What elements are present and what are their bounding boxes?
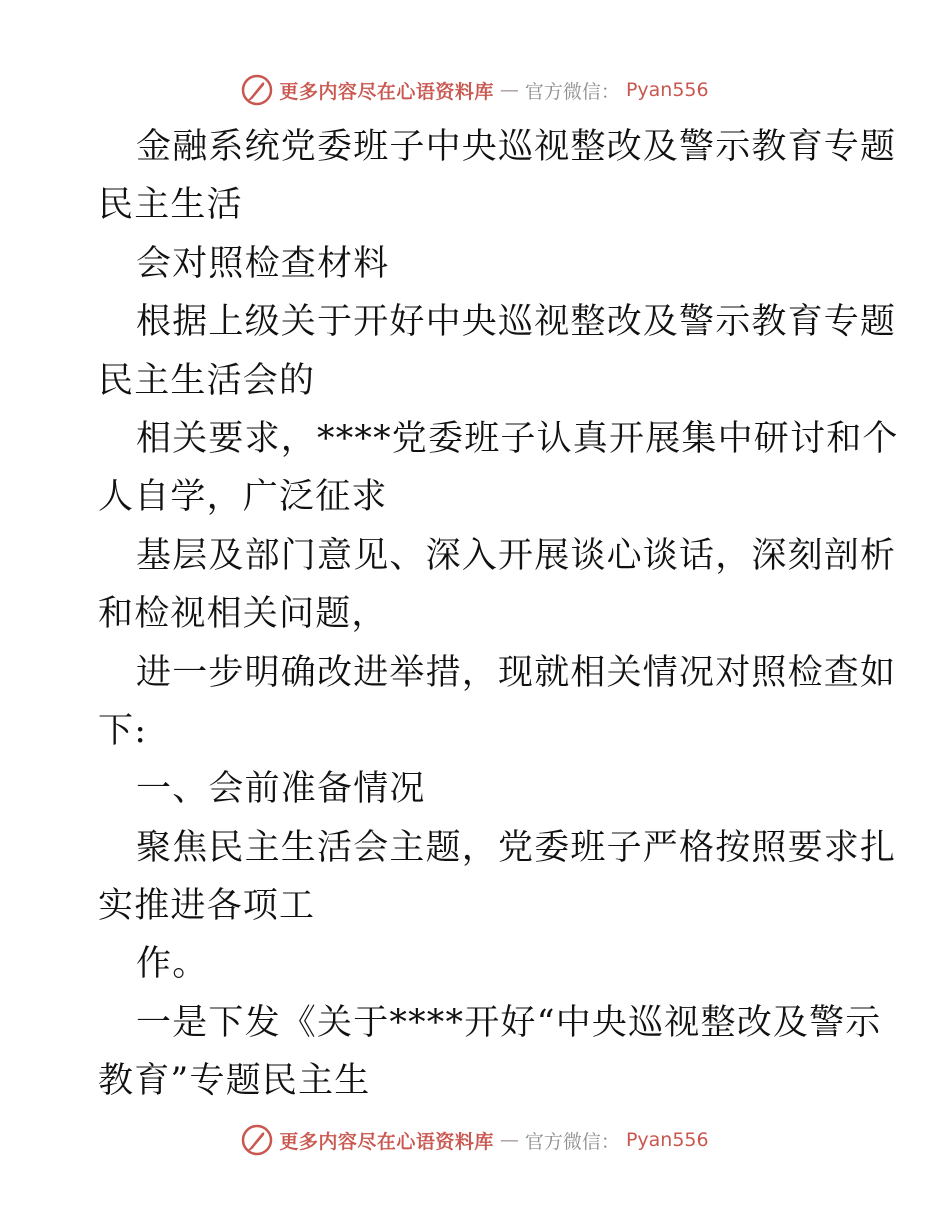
watermark-separator: —: [499, 79, 519, 101]
header-watermark: [0, 70, 950, 110]
doc-paragraph-line: 聚焦民主生活会主题，党委班子严格按照要求扎: [136, 827, 897, 868]
footer-watermark: [0, 1120, 950, 1160]
watermark-wechat-id: Pyan556: [625, 79, 709, 101]
doc-paragraph-line: 实推进各项工: [98, 886, 316, 927]
doc-paragraph-line: 作。: [136, 944, 209, 985]
doc-title-line-2: 民主生活: [98, 185, 243, 226]
doc-paragraph-line: 下:: [98, 710, 148, 751]
doc-paragraph-line: 民主生活会的: [98, 360, 316, 401]
doc-paragraph-line: 相关要求，****党委班子认真开展集中研讨和个: [136, 418, 899, 459]
doc-title-line-1: 金融系统党委班子中央巡视整改及警示教育专题: [136, 127, 897, 167]
section-heading: 一、会前准备情况: [136, 769, 426, 810]
doc-title-line-3: 会对照检查材料: [136, 243, 390, 284]
doc-paragraph-line: 教育”专题民主生: [98, 1061, 371, 1102]
quill-pen-icon: [241, 74, 273, 106]
watermark-text: 更多内容尽在心语资料库: [279, 80, 494, 103]
watermark-wechat-id: Pyan556: [625, 1129, 709, 1151]
doc-paragraph-line: 和检视相关问题，: [98, 594, 388, 635]
document-body: [98, 118, 899, 1111]
doc-paragraph-line: 人自学，广泛征求: [98, 477, 388, 518]
watermark-separator: —: [499, 1129, 519, 1151]
doc-paragraph-line: 根据上级关于开好中央巡视整改及警示教育专题: [136, 302, 897, 343]
doc-paragraph-line: 进一步明确改进举措，现就相关情况对照检查如: [136, 652, 897, 693]
quill-pen-icon: [241, 1124, 273, 1156]
doc-paragraph-line: 基层及部门意见、深入开展谈心谈话，深刻剖析: [136, 535, 897, 576]
watermark-text: 更多内容尽在心语资料库: [279, 1130, 494, 1153]
doc-paragraph-line: 一是下发《关于****开好“中央巡视整改及警示: [136, 1002, 882, 1043]
watermark-wechat-label: 官方微信：: [524, 1130, 620, 1153]
watermark-wechat-label: 官方微信：: [524, 80, 620, 103]
